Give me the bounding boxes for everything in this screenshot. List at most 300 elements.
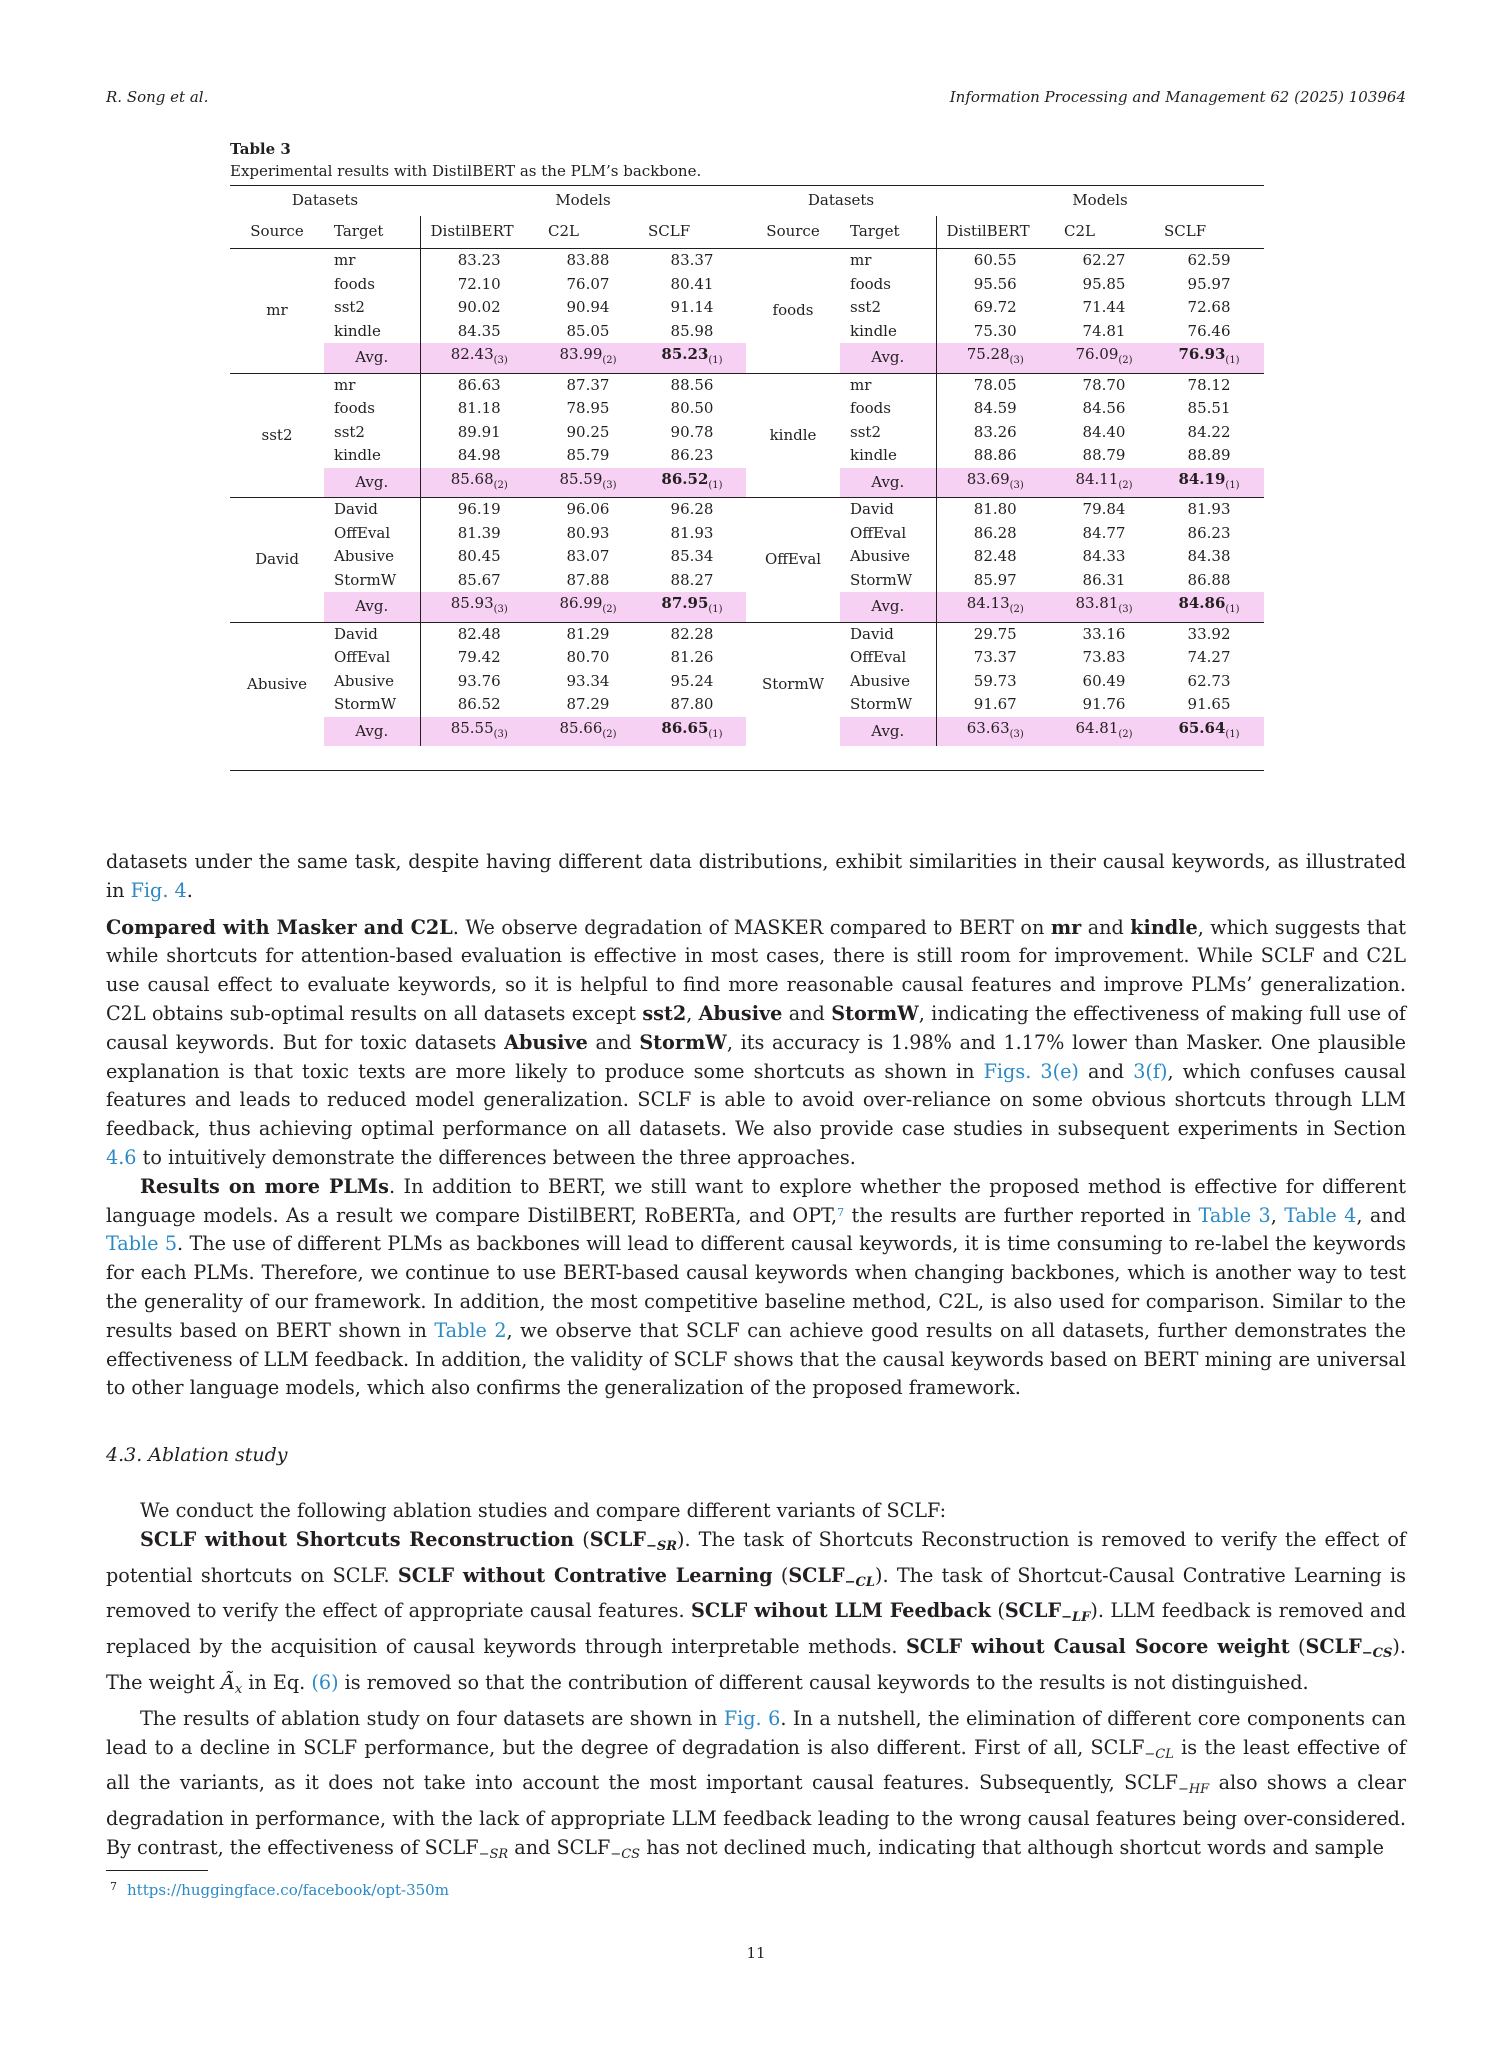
avg-value: 83.81 [1075, 594, 1119, 612]
avg-value: 83.69 [966, 469, 1010, 488]
value-cell: 95.56 [936, 273, 1054, 297]
value-cell: 84.56 [1082, 399, 1126, 417]
column-header: Source [746, 216, 840, 249]
paragraph [106, 914, 1406, 1173]
target-cell: foods [334, 274, 375, 293]
group-header: Models [555, 191, 611, 210]
value-cell: 76.07 [566, 274, 610, 293]
dataset-name: StormW [831, 1001, 919, 1025]
rank-label: (2) [602, 355, 617, 366]
target-cell: David [850, 624, 894, 643]
column-header: SCLF [638, 216, 746, 249]
value-cell: 79.84 [1082, 500, 1126, 518]
value-cell: 69.72 [936, 296, 1054, 320]
target-cell: mr [850, 375, 872, 394]
equation-link[interactable]: (6) [311, 1670, 339, 1694]
fig-link[interactable]: 3(f) [1133, 1059, 1168, 1083]
text-run: , which confuses causal features and leads to reduced model generalization. SCLF is able to avoid over-reliance on some obvious shortcuts through LLM feedback, thus achieving optimal performance on all datasets. We also provide case studies in subsequent experiments in Section [106, 1059, 1406, 1141]
variant-heading: SCLF without Contrative Learning [397, 1563, 773, 1587]
avg-label: Avg. [324, 343, 420, 373]
target-cell: kindle [850, 446, 897, 464]
value-cell: 85.97 [936, 569, 1054, 593]
value-cell: 84.59 [936, 397, 1054, 421]
value-cell: 74.27 [1187, 648, 1231, 666]
source-cell: foods [746, 249, 840, 374]
value-cell: 73.37 [936, 646, 1054, 670]
text-run: , [1270, 1203, 1285, 1227]
avg-value: 84.19 [1178, 469, 1226, 488]
value-cell: 89.91 [420, 421, 538, 445]
target-cell: StormW [334, 695, 397, 713]
value-cell: 87.29 [566, 695, 610, 713]
value-cell: 96.06 [566, 500, 610, 518]
text-run: . LLM feedback is removed and replaced by the acquisition of causal keywords through interpretable methods. [106, 1599, 1406, 1659]
target-cell: OffEval [334, 648, 391, 666]
value-cell: 59.73 [936, 670, 1054, 694]
value-cell: 81.93 [670, 523, 714, 542]
value-cell: 60.49 [1082, 671, 1126, 690]
table-link[interactable]: Table 3 [1198, 1203, 1271, 1227]
value-cell: 82.48 [936, 545, 1054, 569]
value-cell: 96.28 [670, 500, 714, 518]
column-header: Target [324, 216, 420, 249]
avg-value-cell [420, 468, 538, 498]
value-cell: 83.88 [566, 251, 610, 269]
text-run: The results of ablation study on four datasets are shown in [140, 1706, 724, 1730]
value-cell: 96.19 [420, 498, 538, 522]
value-cell: 83.37 [670, 251, 714, 269]
group-header: Datasets [291, 191, 359, 210]
value-cell: 60.55 [936, 249, 1054, 273]
value-cell: 78.95 [566, 399, 610, 417]
rank-label: (1) [708, 479, 723, 491]
rank-label: (2) [602, 604, 617, 615]
avg-value-cell [638, 592, 746, 622]
fig-link[interactable]: Figs. 3(e) [983, 1059, 1079, 1083]
value-cell: 84.38 [1187, 547, 1231, 565]
source-cell: kindle [746, 373, 840, 498]
table-link[interactable]: Table 2 [434, 1318, 507, 1342]
math-symbol: Ã [220, 1670, 235, 1694]
rank-label: (2) [1118, 479, 1133, 491]
paragraph-heading: Results on more PLMs [140, 1174, 389, 1198]
text-run: . In a nutshell, the elimination of different core components can lead to a decline in SCLF performance, but the degree of degradation is also different. First of all, SCLF [106, 1706, 1406, 1759]
value-cell: 95.24 [670, 671, 714, 690]
value-cell: 84.33 [1082, 547, 1126, 565]
target-cell: Abusive [334, 671, 394, 690]
text-run: and [1078, 1059, 1134, 1083]
text-run: , we observe that SCLF can achieve good results on all datasets, further demonstrates the effectiveness of LLM feedback. In addition, the validity of SCLF shows that the causal keywords based on BERT mining are universal to other language models, which also confirms the generalization of the proposed framework. [106, 1318, 1407, 1400]
avg-value: 85.55 [450, 718, 494, 737]
value-cell: 91.76 [1082, 695, 1126, 713]
rank-label: (2) [1118, 728, 1133, 740]
value-cell: 88.56 [670, 375, 714, 394]
variant-heading: SCLF wihout LLM Feedback [691, 1599, 991, 1623]
avg-value-cell [1054, 343, 1154, 373]
table-row [230, 622, 1264, 646]
dataset-name: sst2 [642, 1001, 687, 1025]
avg-value-cell [638, 343, 746, 373]
avg-value-cell [936, 468, 1054, 498]
value-cell: 85.34 [670, 547, 714, 565]
value-cell: 81.93 [1187, 500, 1231, 518]
value-cell: 72.10 [420, 273, 538, 297]
text-run: and SCLF [508, 1835, 611, 1859]
rank-label: (3) [493, 728, 508, 740]
avg-value: 63.63 [966, 718, 1010, 737]
avg-value: 85.66 [559, 718, 603, 737]
text-run: . The use of different PLMs as backbones will lead to different causal keywords, it is time consuming to re-label the keywords for each PLMs. Therefore, we continue to use BERT-based causal keywords when changing backbones, which is another way to test the generality of our framework. In addition, the most competitive baseline method, C2L, is also used for comparison. Similar to the results based on BERT shown in [106, 1232, 1406, 1342]
fig-link[interactable]: Fig. 6 [723, 1706, 781, 1730]
variant-subscript: −LF [1061, 1610, 1091, 1626]
column-header: Source [230, 216, 324, 249]
value-cell: 73.83 [1082, 648, 1126, 666]
text-run: is the least effective of all the variants, as it does not take into account the most important causal features. Subsequently, SCLF [106, 1735, 1406, 1795]
value-cell: 76.46 [1187, 321, 1231, 340]
rank-label: (3) [493, 604, 508, 615]
value-cell: 87.88 [566, 570, 610, 589]
value-cell: 62.73 [1187, 671, 1231, 690]
text-run: . The task of Shortcut-Causal Contrative Learning is removed to verify the effect of appropriate causal features. [106, 1563, 1406, 1623]
value-cell: 71.44 [1082, 298, 1126, 316]
results-table-body [230, 249, 1264, 771]
value-cell: 84.77 [1082, 523, 1126, 542]
footnote-rule [106, 1870, 208, 1871]
target-cell: kindle [850, 321, 897, 340]
target-cell: David [334, 500, 378, 518]
value-cell: 81.80 [936, 498, 1054, 522]
avg-value: 76.93 [1178, 345, 1226, 363]
column-header: DistilBERT [936, 216, 1054, 249]
avg-value-cell [936, 343, 1054, 373]
avg-value-cell [1154, 468, 1264, 498]
rank-label: (3) [602, 479, 617, 491]
dataset-name: StormW [639, 1030, 727, 1054]
avg-label: Avg. [840, 343, 936, 373]
value-cell: 85.79 [566, 446, 610, 464]
value-cell: 74.81 [1082, 321, 1126, 340]
value-cell: 82.28 [670, 624, 714, 643]
value-cell: 80.70 [566, 648, 610, 666]
avg-value-cell [1154, 592, 1264, 622]
target-cell: OffEval [334, 523, 391, 542]
avg-value-cell [420, 343, 538, 373]
target-cell: David [334, 624, 378, 643]
avg-value-cell [538, 343, 638, 373]
value-cell: 81.18 [420, 397, 538, 421]
source-cell: sst2 [230, 373, 324, 498]
avg-value: 85.93 [450, 594, 494, 612]
avg-value: 75.28 [966, 345, 1010, 363]
avg-value-cell [1054, 468, 1154, 498]
value-cell: 80.50 [670, 399, 714, 417]
value-cell: 91.67 [936, 693, 1054, 717]
avg-value-cell [420, 592, 538, 622]
rank-label: (1) [1225, 728, 1240, 740]
value-cell: 86.63 [420, 373, 538, 397]
value-cell: 72.68 [1187, 298, 1231, 316]
target-cell: foods [850, 399, 891, 417]
value-cell: 86.23 [670, 446, 714, 464]
value-cell: 88.89 [1187, 446, 1231, 464]
rank-label: (3) [1009, 355, 1024, 366]
text-run: . [186, 878, 193, 902]
avg-value: 84.86 [1178, 594, 1226, 612]
value-cell: 62.27 [1082, 251, 1126, 269]
value-cell: 33.92 [1187, 624, 1231, 643]
group-header: Models [1072, 191, 1128, 210]
paragraph-heading: Compared with Masker and C2L [106, 915, 453, 939]
avg-value-cell [538, 717, 638, 747]
avg-label: Avg. [840, 468, 936, 498]
value-cell: 90.78 [670, 422, 714, 441]
text-run: , which suggests that while shortcuts for attention-based evaluation is effective in most cases, there is still room for improvement. While SCLF and C2L use causal effect to evaluate keywords, so it is helpful to find more reasonable causal features and improve PLMs’ generalization. C2L obtains sub-optimal results on all datasets except [106, 915, 1406, 1025]
value-cell: 83.23 [420, 249, 538, 273]
target-cell: mr [334, 251, 356, 269]
value-cell: 80.93 [566, 523, 610, 542]
source-cell: OffEval [746, 498, 840, 623]
variant-subscript: −CL [844, 1574, 875, 1590]
dataset-name: kindle [1130, 915, 1198, 939]
value-cell: 93.34 [566, 671, 610, 690]
target-cell: StormW [850, 570, 913, 589]
value-cell: 85.67 [420, 569, 538, 593]
target-cell: foods [334, 399, 375, 417]
variant-subscript: −CS [1361, 1646, 1393, 1662]
value-cell: 33.16 [1082, 624, 1126, 643]
fig-link[interactable]: Fig. 4 [130, 878, 187, 902]
text-run: , [686, 1001, 699, 1025]
avg-value-cell [936, 717, 1054, 747]
rank-label: (1) [708, 355, 723, 366]
value-cell: 86.88 [1187, 570, 1231, 589]
avg-value: 87.95 [661, 594, 709, 612]
table-link[interactable]: Table 4 [1284, 1203, 1357, 1227]
value-cell: 85.98 [670, 321, 714, 340]
value-cell: 75.30 [936, 320, 1054, 344]
rank-label: (2) [1118, 355, 1133, 366]
rank-label: (1) [708, 604, 723, 615]
footnote [110, 1880, 449, 1899]
value-cell: 83.26 [936, 421, 1054, 445]
value-cell: 78.05 [936, 373, 1054, 397]
variant-subscript: −CL [1144, 1746, 1174, 1762]
results-table [230, 185, 1264, 771]
paragraph [106, 1705, 1406, 1870]
running-head-journal: Information Processing and Management 62 (2025) 103964 [949, 88, 1406, 106]
text-run: has not declined much, indicating that although shortcut words and sample [640, 1835, 1384, 1859]
value-cell: 78.70 [1082, 375, 1126, 394]
rank-label: (3) [1009, 728, 1024, 740]
table-spacer-row [230, 746, 1264, 771]
target-cell: Abusive [850, 671, 910, 690]
variant-heading: SCLF without Shortcuts Reconstruction [140, 1527, 575, 1551]
avg-value-cell [638, 468, 746, 498]
body-text-lower [106, 1497, 1406, 1870]
value-cell: 84.22 [1187, 422, 1231, 441]
value-cell: 86.31 [1082, 570, 1126, 589]
value-cell: 80.45 [420, 545, 538, 569]
footnote-url-link[interactable]: https://huggingface.co/facebook/opt-350m [127, 1881, 449, 1899]
avg-value: 85.23 [661, 345, 709, 363]
footnote-marker[interactable]: 7 [837, 1205, 845, 1219]
text-run: and [782, 1001, 832, 1025]
avg-value-cell [1054, 592, 1154, 622]
target-cell: kindle [334, 446, 381, 464]
avg-value: 86.99 [559, 594, 603, 612]
avg-value: 86.52 [661, 469, 709, 488]
table-label: Table 3 [230, 140, 291, 158]
text-run: also shows a clear degradation in performance, with the lack of appropriate LLM feedback leading to the wrong causal features being over-considered. By contrast, the effectiveness of SCLF [106, 1771, 1407, 1859]
rank-label: (3) [1009, 479, 1024, 491]
text-run: in Eq. [242, 1670, 312, 1694]
rank-label: (3) [1118, 604, 1133, 615]
avg-value-cell [638, 717, 746, 747]
value-cell: 84.98 [420, 444, 538, 468]
target-cell: foods [850, 274, 891, 293]
table-caption: Experimental results with DistilBERT as the PLM’s backbone. [230, 162, 702, 180]
text-run: the results are further reported in [844, 1203, 1199, 1227]
dataset-name: mr [1050, 915, 1082, 939]
paragraph: SCLF without Shortcuts Reconstruction $(SCLF_{-SR})$. The task of Shortcuts Reconstruction is removed to verify the effect of potential shortcuts on SCLF. SCLF without Contrative Learning $(SCLF_{-CL})$. The task of Shortcut-Causal Contrative Learning is removed to verify the effect of appropriate causal features. SCLF wihout LLM Feedback $(SCLF_{-LF})$. LLM feedback is removed and replaced by the acquisition of causal keywords through interpretable methods. SCLF wihout Causal Socore weight $(SCLF_{-CS})$. The weight $Ã_x$ in Eq. (6) is removed so that the contribution of different causal keywords to the results is not distinguished. [106, 1527, 1407, 1697]
target-cell: OffEval [850, 523, 907, 542]
text-run: . The weight [106, 1635, 1407, 1694]
target-cell: sst2 [334, 298, 365, 316]
text-run: , its accuracy is 1.98% and 1.17% lower than Masker. One plausible explanation is that toxic texts are more likely to produce some shortcuts as shown in [106, 1030, 1407, 1083]
column-header: C2L [538, 216, 638, 249]
text-run: . In addition to BERT, we still want to explore whether the proposed method is effective for different language models. As a result we compare DistilBERT, RoBERTa, and OPT, [106, 1174, 1406, 1227]
value-cell: 85.05 [566, 321, 610, 340]
target-cell: OffEval [850, 648, 907, 666]
variant-heading: SCLF wihout Causal Socore weight [905, 1635, 1290, 1659]
value-cell: 88.79 [1082, 446, 1126, 464]
target-cell: mr [850, 251, 872, 269]
dataset-name: Abusive [504, 1030, 588, 1054]
rank-label: (1) [1225, 479, 1240, 491]
avg-value: 76.09 [1075, 345, 1119, 363]
text-run: , and [1356, 1203, 1406, 1227]
source-cell: mr [230, 249, 324, 374]
text-run: . The task of Shortcuts Reconstruction is removed to verify the effect of potential shortcuts on SCLF. [106, 1527, 1406, 1587]
avg-value: 82.43 [450, 345, 494, 363]
value-cell: 29.75 [936, 622, 1054, 646]
table-row [230, 373, 1264, 397]
avg-value: 85.59 [559, 469, 603, 488]
value-cell: 87.37 [566, 375, 610, 394]
value-cell: 79.42 [420, 646, 538, 670]
paragraph: We conduct the following ablation studies and compare different variants of SCLF: [140, 1499, 947, 1522]
source-cell: David [230, 498, 324, 623]
value-cell: 90.25 [566, 422, 610, 441]
rank-label: (2) [602, 728, 617, 740]
results-table-block [230, 138, 1264, 771]
avg-value: 83.99 [559, 345, 603, 363]
value-cell: 88.86 [936, 444, 1054, 468]
value-cell: 78.12 [1187, 375, 1231, 394]
avg-value: 86.65 [661, 718, 709, 737]
avg-value: 65.64 [1178, 718, 1226, 737]
value-cell: 81.39 [420, 522, 538, 546]
value-cell: 93.76 [420, 670, 538, 694]
text-run: is removed so that the contribution of different causal keywords to the results is not distinguished. [338, 1670, 1309, 1694]
target-cell: mr [334, 375, 356, 394]
avg-value: 84.13 [966, 594, 1010, 612]
column-header: DistilBERT [420, 216, 538, 249]
avg-value-cell [538, 592, 638, 622]
value-cell: 81.26 [670, 648, 714, 666]
target-cell: StormW [334, 570, 397, 589]
target-cell: StormW [850, 695, 913, 713]
text-run: to intuitively demonstrate the differences between the three approaches. [136, 1145, 856, 1169]
target-cell: Abusive [850, 547, 910, 565]
value-cell: 84.40 [1082, 422, 1126, 441]
rank-label: (2) [1009, 604, 1024, 615]
running-head [106, 88, 1406, 112]
value-cell: 86.23 [1187, 523, 1231, 542]
avg-label: Avg. [324, 468, 420, 498]
rank-label: (2) [493, 479, 508, 491]
table-row [230, 498, 1264, 522]
table-link[interactable]: Table 5 [106, 1232, 178, 1256]
running-head-authors: R. Song et al. [106, 88, 209, 106]
value-cell: 95.85 [1082, 274, 1126, 293]
column-header: SCLF [1154, 216, 1264, 249]
avg-label: Avg. [840, 592, 936, 622]
avg-value-cell [1054, 717, 1154, 747]
avg-value-cell [420, 717, 538, 747]
source-cell: Abusive [247, 674, 307, 693]
avg-value-cell [1154, 343, 1264, 373]
value-cell: 80.41 [670, 274, 714, 293]
avg-value-cell [936, 592, 1054, 622]
math-subscript: x [234, 1681, 243, 1697]
text-run: datasets under the same task, despite having different data distributions, exhibit similarities in their causal keywords, as illustrated in [106, 850, 1406, 902]
variant-subscript: −CS [610, 1846, 641, 1862]
paragraph [106, 848, 1406, 906]
avg-value: 84.11 [1075, 469, 1119, 488]
value-cell: 90.02 [420, 296, 538, 320]
paragraph [106, 1173, 1406, 1403]
target-cell: sst2 [334, 422, 365, 441]
avg-value: 85.68 [450, 469, 494, 488]
dataset-name: Abusive [698, 1001, 783, 1025]
section-link[interactable]: 4.6 [106, 1145, 137, 1169]
body-text-upper [106, 848, 1406, 1403]
avg-label: Avg. [324, 717, 420, 747]
value-cell: 62.59 [1187, 251, 1231, 269]
group-header: Datasets [807, 191, 875, 210]
variant-subscript: −HF [1177, 1782, 1210, 1798]
avg-label: Avg. [324, 592, 420, 622]
value-cell: 88.27 [670, 570, 714, 589]
target-cell: David [850, 500, 894, 518]
column-header: C2L [1054, 216, 1154, 249]
value-cell: 84.35 [420, 320, 538, 344]
section-title: 4.3. Ablation study [106, 1444, 288, 1466]
source-cell: StormW [761, 674, 825, 693]
table-row [230, 249, 1264, 273]
value-cell: 81.29 [566, 624, 610, 643]
value-cell: 91.14 [670, 298, 714, 316]
value-cell: 86.28 [936, 522, 1054, 546]
target-cell: sst2 [850, 422, 881, 441]
value-cell: 86.52 [420, 693, 538, 717]
value-cell: 83.07 [566, 547, 610, 565]
value-cell: 91.65 [1187, 695, 1231, 713]
value-cell: 85.51 [1187, 399, 1231, 417]
value-cell: 82.48 [420, 622, 538, 646]
text-run: , indicating the effectiveness of making full use of causal keywords. But for toxic datasets [106, 1001, 1407, 1054]
